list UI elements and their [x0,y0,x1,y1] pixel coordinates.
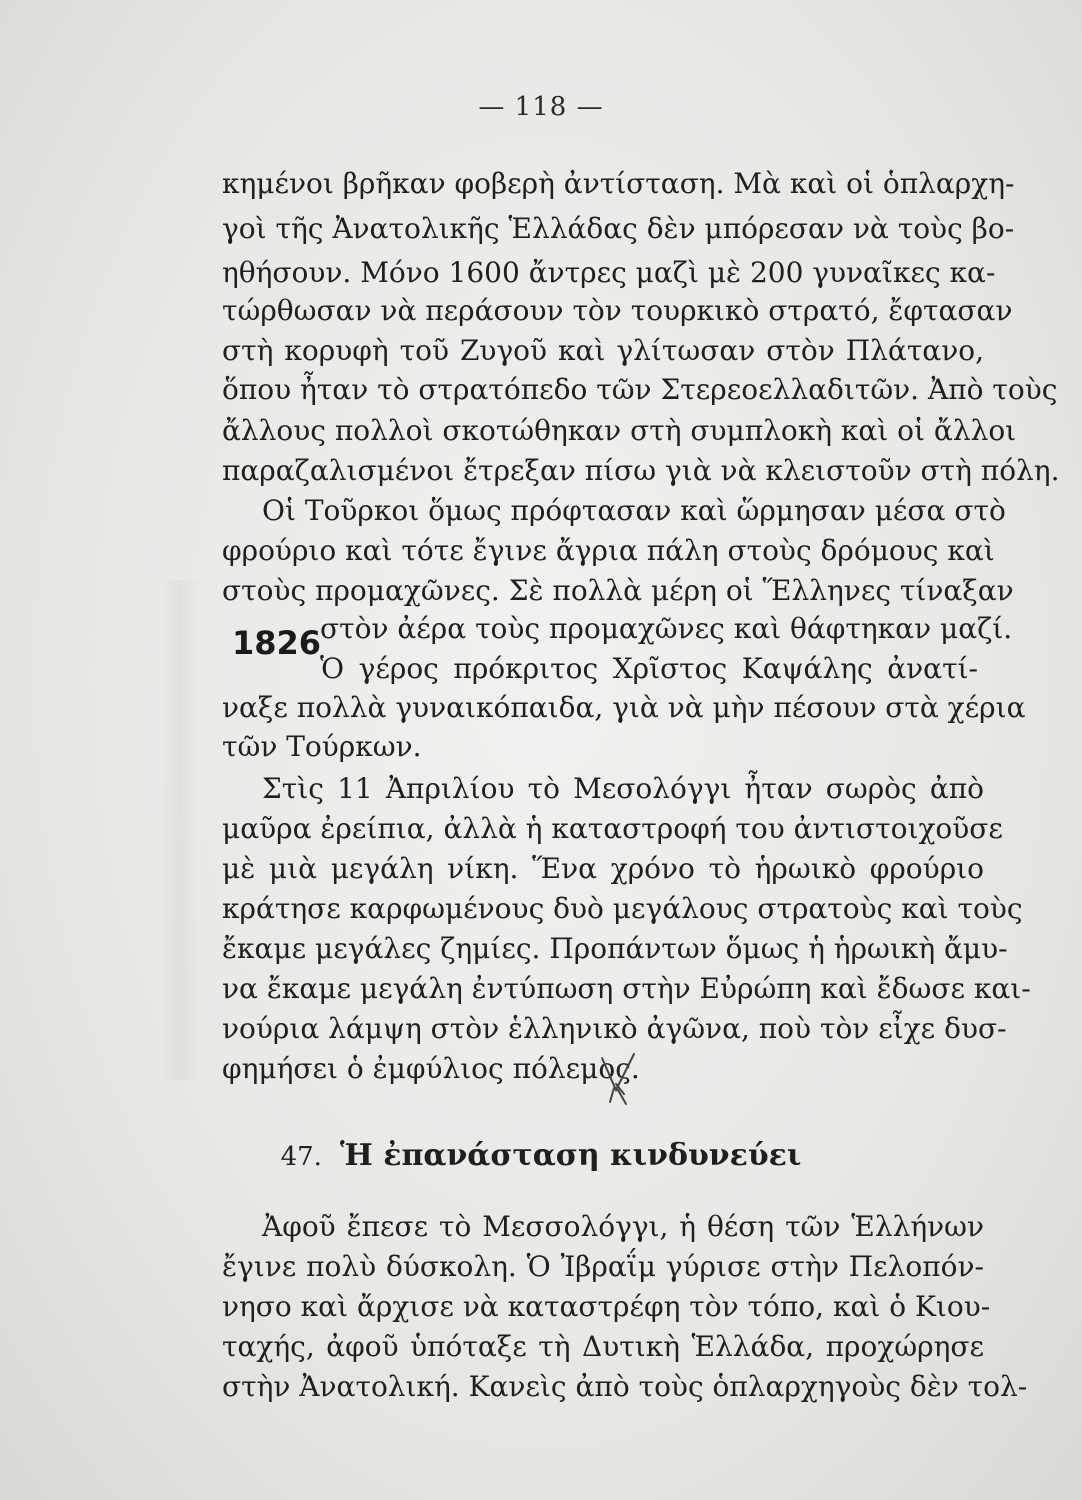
body-line: ναξε πολλὰ γυναικόπαιδα, γιὰ νὰ μὴν πέσουν στὰ χέρια [222,691,1026,724]
body-line: στὴ κορυφὴ τοῦ Ζυγοῦ καὶ γλίτωσαν στὸν Πλάτανο, [222,334,984,367]
body-line: ὅπου ἦταν τὸ στρατόπεδο τῶν Στερεοελλαδιτῶν. Ἀπὸ τοὺς [222,373,1058,406]
section-line: ταχής, ἀφοῦ ὑπόταξε τὴ Δυτικὴ Ἑλλάδα, προχώρησε [222,1330,984,1363]
section-heading [0,1138,1082,1173]
body-line: στὸν ἀέρα τοὺς προμαχῶνες καὶ θάφτηκαν μαζί. [320,612,1013,645]
margin-year: 1826 [232,624,322,662]
body-line: ηθήσουν. Μόνο 1600 ἄντρες μαζὶ μὲ 200 γυναῖκες κα- [222,256,996,289]
pencil-mark-icon [596,1050,644,1106]
body-line: Στὶς 11 Ἀπριλίου τὸ Μεσολόγγι ἦταν σωρὸς ἀπὸ [262,772,984,805]
body-line: κράτησε καρφωμένους δυὸ μεγάλους στρατοὺς καὶ τοὺς [222,892,1023,925]
body-line: μὲ μιὰ μεγάλη νίκη. Ἕνα χρόνο τὸ ἡρωικὸ φρούριο [222,852,984,885]
section-line: στὴν Ἀνατολική. Κανεὶς ἀπὸ τοὺς ὁπλαρχηγοὺς δὲν τολ- [222,1370,1028,1403]
body-line: ἄλλους πολλοὶ σκοτώθηκαν στὴ συμπλοκὴ καὶ οἱ ἄλλοι [222,414,1017,447]
page-number: — 118 — [478,92,604,122]
section-title: Ἡ ἐπανάσταση κινδυνεύει [339,1138,802,1173]
body-line: κημένοι βρῆκαν φοβερὴ ἀντίσταση. Μὰ καὶ οἱ ὁπλαρχη- [222,167,1015,200]
body-line: Ὁ γέρος πρόκριτος Χρῖστος Καψάλης ἀνατί- [320,652,978,685]
body-line: μαῦρα ἐρείπια, ἀλλὰ ἡ καταστροφή του ἀντιστοιχοῦσε [222,812,1003,845]
page-shadow [160,580,200,1080]
body-line: τῶν Τούρκων. [222,730,422,763]
body-line: γοὶ τῆς Ἀνατολικῆς Ἑλλάδας δὲν μπόρεσαν νὰ τοὺς βο- [222,212,1015,245]
body-line: φημήσει ὁ ἐμφύλιος πόλεμος. [222,1052,640,1085]
body-line: να ἔκαμε μεγάλη ἐντύπωση στὴν Εὐρώπη καὶ ἔδωσε και- [222,972,1031,1005]
body-line: τώρθωσαν νὰ περάσουν τὸν τουρκικὸ στρατό, ἔφτασαν [222,294,1013,327]
section-number: 47. [280,1142,322,1172]
body-line: νούρια λάμψη στὸν ἑλληνικὸ ἀγῶνα, ποὺ τὸν εἶχε δυσ- [222,1012,1007,1045]
body-line: φρούριο καὶ τότε ἔγινε ἄγρια πάλη στοὺς δρόμους καὶ [222,534,995,567]
section-line: ἔγινε πολὺ δύσκολη. Ὁ Ἰβραΐμ γύρισε στὴν Πελοπόν- [222,1250,984,1283]
section-line: Ἀφοῦ ἔπεσε τὸ Μεσσολόγγι, ἡ θέση τῶν Ἑλλήνων [262,1210,984,1243]
section-line: νησο καὶ ἄρχισε νὰ καταστρέφη τὸν τόπο, καὶ ὁ Κιου- [222,1290,991,1323]
body-line: ἔκαμε μεγάλες ζημίες. Προπάντων ὅμως ἡ ἡρωικὴ ἄμυ- [222,932,1008,965]
body-line: παραζαλισμένοι ἔτρεξαν πίσω γιὰ νὰ κλειστοῦν στὴ πόλη. [222,454,1060,487]
body-line: στοὺς προμαχῶνες. Σὲ πολλὰ μέρη οἱ Ἕλληνες τίναξαν [222,574,1014,607]
body-line: Οἱ Τοῦρκοι ὅμως πρόφτασαν καὶ ὥρμησαν μέσα στὸ [262,494,1006,527]
